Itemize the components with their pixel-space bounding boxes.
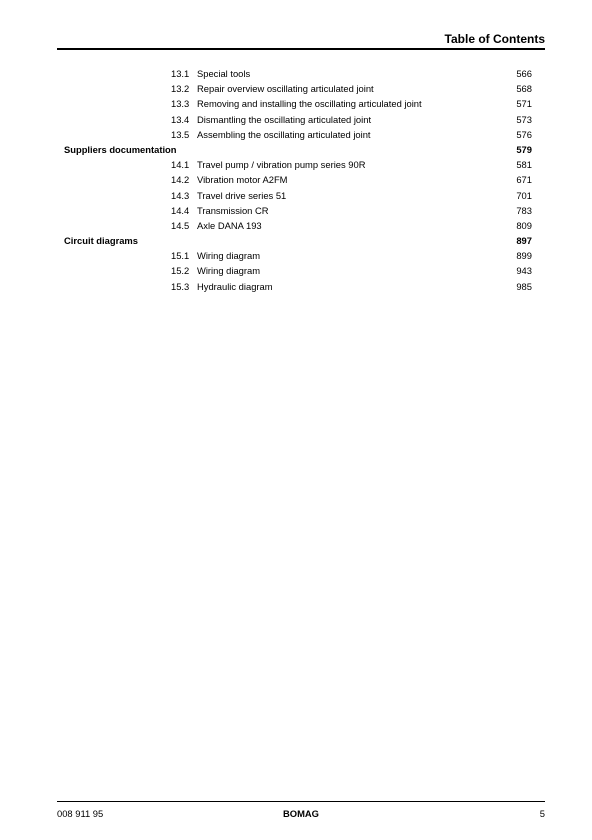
brand-name: BOMAG (283, 808, 319, 819)
toc-entry-page: 573 (516, 113, 532, 125)
toc-entry-page: 576 (516, 128, 532, 140)
toc-section-entry[interactable] (0, 279, 592, 294)
toc-entry-page: 579 (516, 143, 532, 155)
toc-entry-title: Wiring diagram (197, 250, 261, 262)
toc-section-entry[interactable] (0, 188, 592, 203)
toc-entry-page: 985 (516, 280, 532, 292)
toc-entry-title: Travel drive series 51 (197, 189, 287, 201)
toc-entry-number: 13.2 (171, 83, 190, 95)
toc-section-entry[interactable] (0, 263, 592, 278)
toc-entry-number: 15.3 (171, 280, 190, 292)
toc-entry-number: 15.2 (171, 265, 190, 277)
toc-entry-title: Wiring diagram (197, 265, 261, 277)
toc-entry-title: Assembling the oscillating articulated joint (197, 128, 371, 140)
page-number: 5 (539, 808, 545, 819)
toc-entry-title: Axle DANA 193 (197, 219, 262, 231)
toc-entry-number: 14.2 (171, 174, 190, 186)
toc-entry-number: 15.1 (171, 250, 190, 262)
toc-entry-number: 14.4 (171, 204, 190, 216)
toc-entry-page: 701 (516, 189, 532, 201)
toc-section-entry[interactable] (0, 248, 592, 263)
toc-entry-number: 14.3 (171, 189, 190, 201)
toc-entry-page: 943 (516, 265, 532, 277)
page-header (57, 28, 545, 50)
toc-section-entry[interactable] (0, 81, 592, 96)
toc-chapter-entry[interactable] (0, 233, 592, 248)
toc-entry-page: 783 (516, 204, 532, 216)
toc-entry-title: Travel pump / vibration pump series 90R (197, 159, 366, 171)
toc-entry-page: 671 (516, 174, 532, 186)
toc-entry-title: Suppliers documentation (64, 143, 177, 155)
toc-entry-number: 13.5 (171, 128, 190, 140)
toc-entry-number: 14.1 (171, 159, 190, 171)
toc-chapter-entry[interactable] (0, 142, 592, 157)
toc-entry-number: 13.4 (171, 113, 190, 125)
toc-entry-page: 581 (516, 159, 532, 171)
toc-section-entry[interactable] (0, 112, 592, 127)
toc-entry-number: 14.5 (171, 219, 190, 231)
toc-entry-page: 899 (516, 250, 532, 262)
table-of-contents (0, 66, 592, 294)
toc-entry-title: Dismantling the oscillating articulated joint (197, 113, 372, 125)
toc-section-entry[interactable] (0, 203, 592, 218)
toc-entry-title: Removing and installing the oscillating articulated joint (197, 98, 422, 110)
toc-section-entry[interactable] (0, 172, 592, 187)
toc-entry-page: 566 (516, 68, 532, 79)
toc-entry-number: 13.1 (171, 68, 190, 79)
toc-entry-page: 568 (516, 83, 532, 95)
toc-entry-title: Special tools (197, 68, 251, 79)
document-number: 008 911 95 (57, 808, 104, 819)
toc-section-entry[interactable] (0, 218, 592, 233)
toc-section-entry[interactable] (0, 66, 592, 81)
toc-section-entry[interactable] (0, 96, 592, 111)
toc-entry-page: 809 (516, 219, 532, 231)
toc-entry-page: 571 (516, 98, 532, 110)
toc-entry-number: 13.3 (171, 98, 190, 110)
toc-entry-title: Transmission CR (197, 204, 269, 216)
toc-entry-page: 897 (516, 235, 532, 247)
page-footer (57, 801, 545, 824)
toc-section-entry[interactable] (0, 127, 592, 142)
toc-section-entry[interactable] (0, 157, 592, 172)
toc-entry-title: Repair overview oscillating articulated joint (197, 83, 374, 95)
toc-entry-title: Circuit diagrams (64, 235, 138, 247)
toc-entry-title: Vibration motor A2FM (197, 174, 288, 186)
toc-entry-title: Hydraulic diagram (197, 280, 273, 292)
page-title: Table of Contents (444, 32, 545, 46)
